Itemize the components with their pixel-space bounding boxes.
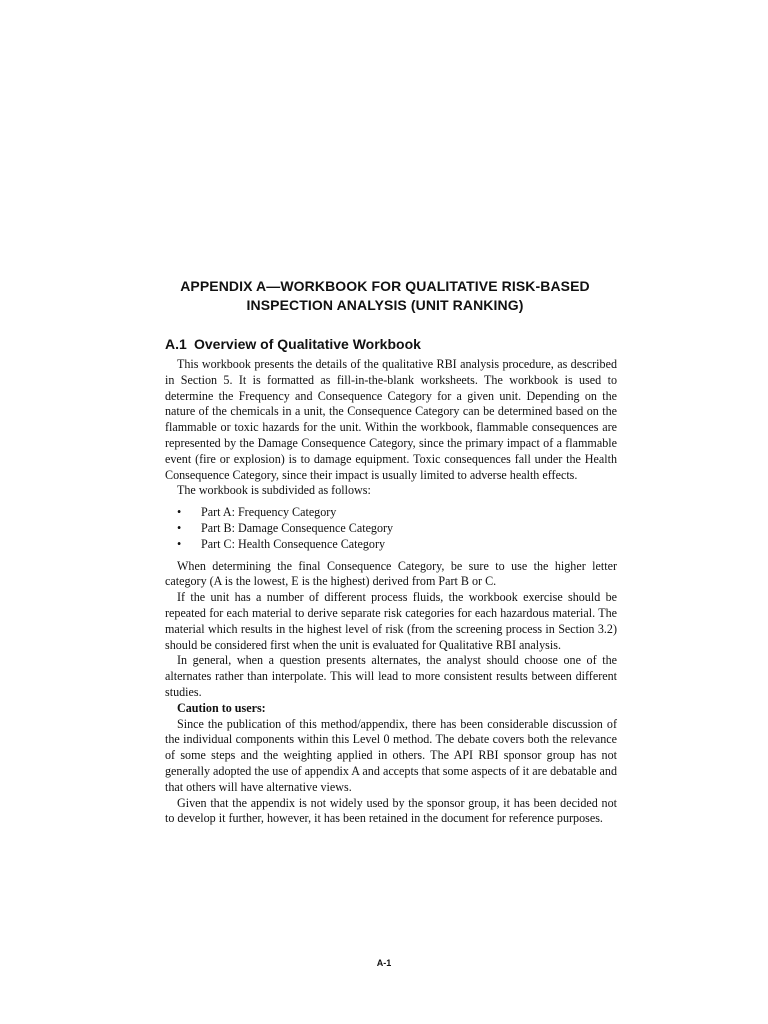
subdivision-paragraph: The workbook is subdivided as follows: bbox=[177, 483, 371, 498]
appendix-title-line-2: INSPECTION ANALYSIS (UNIT RANKING) bbox=[246, 297, 524, 313]
list-item bbox=[177, 521, 617, 537]
bullet-icon: • bbox=[177, 520, 182, 535]
process-fluids-paragraph: If the unit has a number of different process fluids, the workbook exercise should be repeated for each material to derive separate risk categories for each hazardous material. The material which results in the highest level of risk (from the screening process in Section 3.2) should be considered first when the unit is evaluated for Qualitative RBI analysis. bbox=[165, 590, 617, 652]
bullet-icon: • bbox=[177, 536, 182, 551]
caution-paragraph-2: Given that the appendix is not widely used by the sponsor group, it has been decided not to develop it further, however, it has been retained in the document for reference purposes. bbox=[165, 795, 617, 826]
section-title: Overview of Qualitative Workbook bbox=[194, 336, 421, 352]
appendix-title bbox=[160, 277, 610, 315]
list-item-text: Part A: Frequency Category bbox=[201, 505, 337, 520]
section-heading bbox=[165, 336, 421, 352]
list-item-text: Part C: Health Consequence Category bbox=[201, 536, 386, 551]
bullet-icon: • bbox=[177, 505, 182, 520]
alternates-paragraph: In general, when a question presents alternates, the analyst should choose one of the alternates rather than interpolate. This will lead to more consistent results between different studies. bbox=[165, 653, 617, 699]
parts-list bbox=[165, 505, 617, 552]
appendix-title-line-1: APPENDIX A—WORKBOOK FOR QUALITATIVE RISK-BASED bbox=[180, 278, 590, 294]
consequence-paragraph: When determining the final Consequence Category, be sure to use the higher letter category (A is the lowest, E is the highest) derived from Part B or C. bbox=[165, 558, 617, 589]
list-item-text: Part B: Damage Consequence Category bbox=[201, 520, 394, 535]
list-item bbox=[177, 505, 617, 521]
caution-heading: Caution to users: bbox=[177, 700, 266, 715]
list-item bbox=[177, 537, 617, 553]
section-number: A.1 bbox=[165, 336, 187, 352]
intro-paragraph: This workbook presents the details of the qualitative RBI analysis procedure, as described in Section 5. It is formatted as fill-in-the-blank worksheets. The workbook is used to determine the Frequency and Consequence Category for a given unit. Depending on the nature of the chemicals in a unit, the Consequence Category can be determined based on the flammable or toxic hazards for the unit. Within the workbook, flammable consequences are represented by the Damage Consequence Category, since the primary impact of a flammable event (fire or explosion) is to damage equipment. Toxic consequences fall under the Health Consequence Category, since their impact is usually limited to adverse health effects. bbox=[165, 357, 617, 482]
page-number: A-1 bbox=[376, 958, 392, 968]
body-text bbox=[165, 357, 617, 827]
caution-paragraph-1: Since the publication of this method/appendix, there has been considerable discussion of the individual components within this Level 0 method. The debate covers both the relevance of some steps and the weighting applied in others. The API RBI sponsor group has not generally adopted the use of appendix A and accepts that some aspects of it are debatable and that others will have alternative views. bbox=[165, 716, 617, 794]
